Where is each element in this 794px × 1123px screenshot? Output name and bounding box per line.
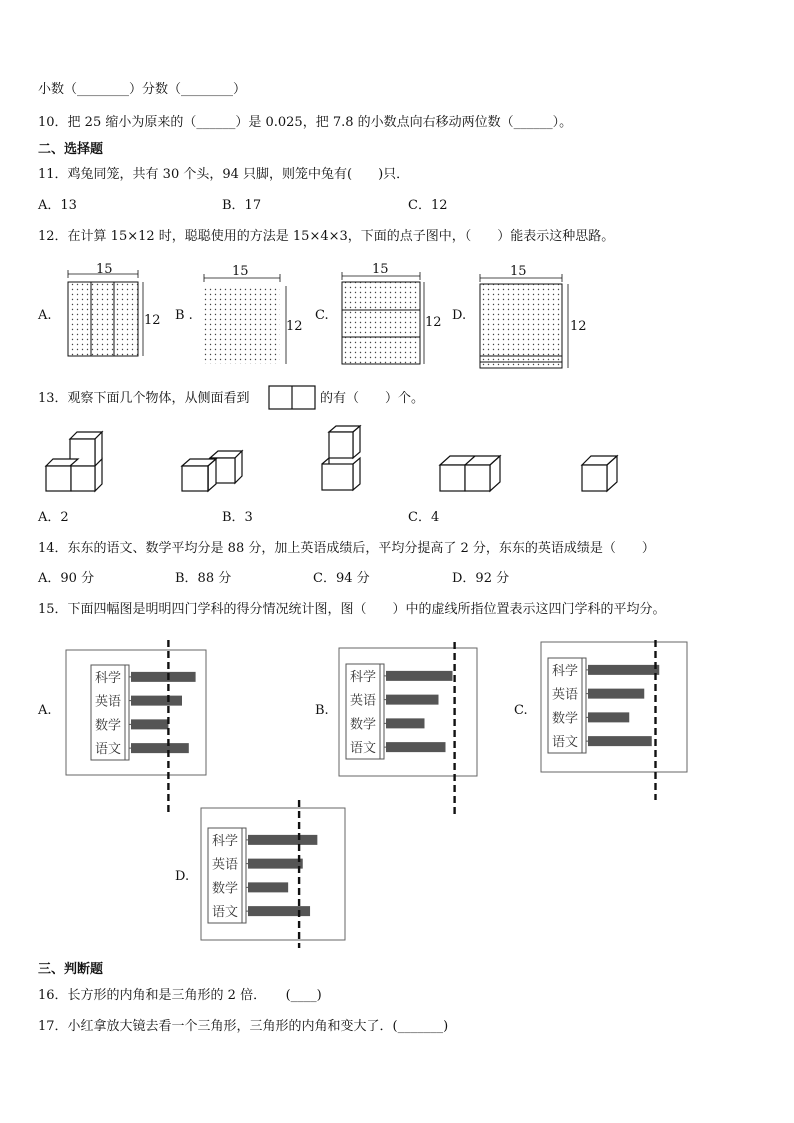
q15-chart-c: [540, 640, 690, 815]
score-bar: [131, 719, 168, 729]
q12-label-c[interactable]: C.: [315, 308, 329, 323]
subject-label: 数学: [350, 717, 377, 733]
q14-stem: 14．东东的语文、数学平均分是 88 分，加上英语成绩后，平均分提高了 2 分，东东的英语成绩是（ ）: [38, 541, 655, 556]
q15-label-c[interactable]: C.: [514, 703, 528, 718]
score-bar: [248, 906, 310, 916]
q14-option-d[interactable]: D．92 分: [452, 571, 510, 586]
q12-d-height-label: 12: [570, 319, 587, 334]
score-bar: [131, 696, 182, 706]
subject-label: 语文: [350, 741, 377, 757]
subject-label: 数学: [212, 881, 239, 897]
q11-stem: 11．鸡兔同笼，共有 30 个头，94 只脚，则笼中兔有( )只．: [38, 167, 410, 182]
q12-stem: 12．在计算 15×12 时，聪聪使用的方法是 15×4×3，下面的点子图中，（ ）能表示这种思路。: [38, 229, 615, 244]
q14-option-a[interactable]: A．90 分: [38, 571, 95, 586]
q12-c-width-label: 15: [372, 262, 389, 277]
q13-side-view-icon: [268, 385, 318, 411]
score-bar: [386, 742, 446, 752]
q15-chart-d: [200, 800, 346, 950]
q9-tail: 小数（________）分数（________）: [38, 82, 247, 97]
q14-option-c[interactable]: C．94 分: [313, 571, 370, 586]
q12-b-width-label: 15: [232, 264, 249, 279]
q13-figure-2: [180, 448, 245, 494]
q13-option-b[interactable]: B．3: [222, 510, 253, 525]
q12-dot-grid-a: [60, 262, 160, 362]
section-3-title: 三、判断题: [38, 962, 104, 977]
subject-label: 语文: [552, 735, 579, 751]
q13-figure-3: [320, 424, 365, 494]
q12-dot-grid-b: [198, 262, 308, 367]
q13-stem-after: 的有（ ）个。: [320, 391, 425, 406]
score-bar: [588, 689, 644, 699]
score-bar: [131, 672, 196, 682]
q15-chart-a: [65, 640, 210, 815]
subject-label: 科学: [552, 663, 579, 679]
subject-label: 语文: [95, 742, 122, 758]
q15-chart-b: [338, 642, 483, 817]
score-bar: [588, 736, 652, 746]
q12-d-width-label: 15: [510, 264, 527, 279]
q13-option-a[interactable]: A．2: [38, 510, 69, 525]
q15-label-a[interactable]: A.: [38, 703, 52, 718]
q11-option-c[interactable]: C．12: [408, 198, 448, 213]
score-bar: [588, 712, 629, 722]
q15-stem: 15．下面四幅图是明明四门学科的得分情况统计图，图（ ）中的虚线所指位置表示这四门学科的平均分。: [38, 602, 666, 617]
subject-label: 英语: [350, 693, 377, 709]
q13-option-c[interactable]: C．4: [408, 510, 440, 525]
q12-c-height-label: 12: [425, 315, 442, 330]
q11-option-b[interactable]: B．17: [222, 198, 262, 213]
q10-text: 10．把 25 缩小为原来的（______）是 0.025，把 7.8 的小数点向右移动两位数（______）。: [38, 115, 573, 130]
score-bar: [386, 671, 453, 681]
subject-label: 数学: [552, 711, 579, 727]
subject-label: 英语: [95, 694, 122, 710]
section-2-title: 二、选择题: [38, 142, 104, 157]
subject-label: 科学: [350, 669, 377, 685]
q17-text: 17．小红拿放大镜去看一个三角形，三角形的内角和变大了．(_______): [38, 1019, 449, 1034]
subject-label: 科学: [212, 833, 239, 849]
q12-dot-grid-d: [476, 262, 591, 372]
q16-text: 16．长方形的内角和是三角形的 2 倍． (____): [38, 988, 322, 1003]
subject-label: 英语: [212, 857, 239, 873]
q15-label-d[interactable]: D.: [175, 869, 190, 884]
score-bar: [131, 743, 189, 753]
q12-label-d[interactable]: D.: [452, 308, 467, 323]
q12-label-b[interactable]: B .: [175, 308, 193, 323]
subject-label: 语文: [212, 905, 239, 921]
q13-figure-4: [438, 450, 504, 495]
score-bar: [248, 859, 303, 869]
q13-figure-5: [580, 450, 622, 495]
q13-figure-1: [44, 430, 109, 495]
q12-dot-grid-c: [338, 260, 448, 368]
q12-a-width-label: 15: [96, 262, 113, 277]
score-bar: [588, 665, 659, 675]
q12-b-height-label: 12: [286, 319, 303, 334]
q12-label-a[interactable]: A.: [38, 308, 52, 323]
score-bar: [248, 882, 288, 892]
score-bar: [248, 835, 317, 845]
q12-a-height-label: 12: [144, 313, 161, 328]
q15-label-b[interactable]: B.: [315, 703, 329, 718]
score-bar: [386, 718, 425, 728]
chart-frame: [66, 650, 206, 775]
subject-label: 科学: [95, 670, 122, 686]
subject-label: 英语: [552, 687, 579, 703]
q11-option-a[interactable]: A．13: [38, 198, 77, 213]
q14-option-b[interactable]: B．88 分: [175, 571, 232, 586]
subject-label: 数学: [95, 718, 122, 734]
q13-stem-before: 13．观察下面几个物体，从侧面看到: [38, 391, 250, 406]
score-bar: [386, 695, 439, 705]
